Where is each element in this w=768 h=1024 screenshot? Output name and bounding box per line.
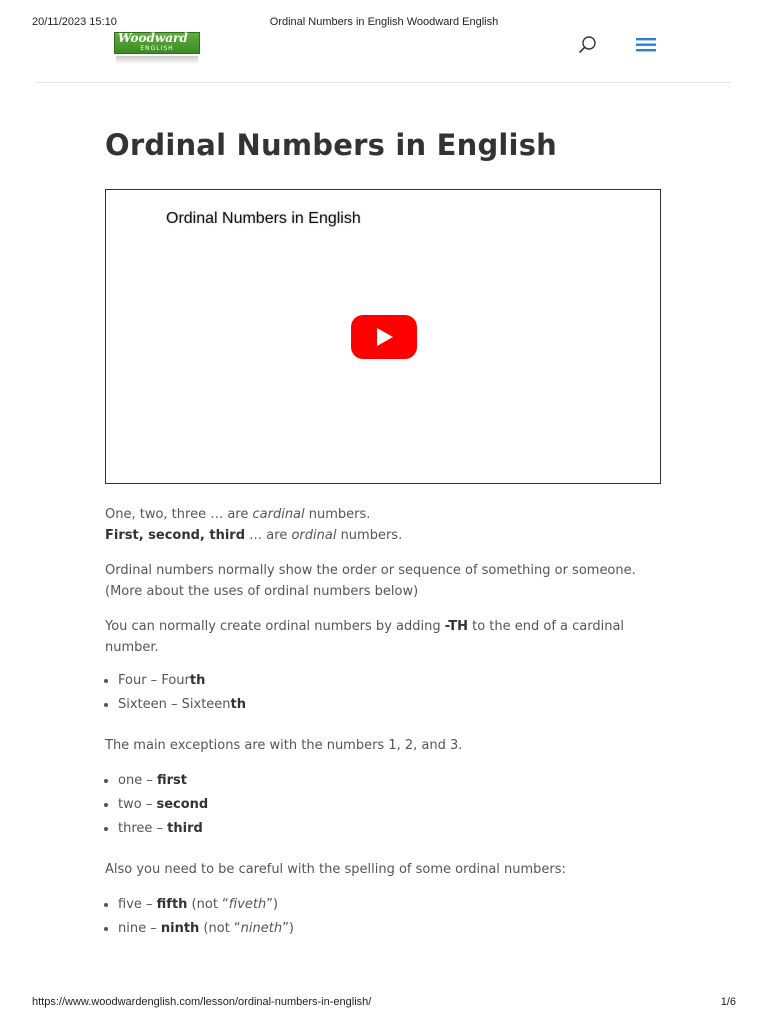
- paragraph-adding-th: You can normally create ordinal numbers by adding -TH to the end of a cardinal number.: [105, 619, 625, 655]
- list-item: • nine – ninth (not “nineth”): [118, 918, 665, 939]
- print-header: [32, 16, 736, 30]
- print-page-number: 1/6: [720, 996, 736, 1008]
- print-footer: [32, 996, 736, 1010]
- list-item: • Sixteen – Sixteenth: [118, 694, 665, 715]
- paragraph-definition-line2: (More about the uses of ordinal numbers below): [105, 584, 419, 599]
- logo-reflection: [116, 56, 198, 64]
- play-icon: [377, 328, 393, 346]
- paragraph-ordinal: First, second, third … are ordinal numbers.: [105, 528, 403, 543]
- list-item: • two – second: [118, 794, 665, 815]
- paragraph-cardinal: One, two, three … are cardinal numbers.: [105, 507, 371, 522]
- logo-subtext: ENGLISH: [140, 45, 174, 52]
- exceptions-list: [105, 770, 665, 839]
- search-icon[interactable]: [578, 35, 598, 55]
- print-document-title: Ordinal Numbers in English Woodward English: [269, 16, 499, 28]
- paragraph-definition-line1: Ordinal numbers normally show the order or sequence of something or someone.: [105, 563, 636, 578]
- page-title: Ordinal Numbers in English: [105, 128, 558, 162]
- spelling-list: [105, 894, 665, 939]
- site-logo[interactable]: [114, 32, 200, 66]
- article-body: [105, 504, 665, 942]
- print-url: https://www.woodwardenglish.com/lesson/ordinal-numbers-in-english/: [32, 996, 372, 1008]
- paragraph-exceptions: The main exceptions are with the numbers 1, 2, and 3.: [105, 738, 463, 753]
- hamburger-menu-icon[interactable]: [636, 36, 658, 54]
- paragraph-spelling: Also you need to be careful with the spelling of some ordinal numbers:: [105, 862, 566, 877]
- video-title[interactable]: Ordinal Numbers in English: [166, 210, 361, 227]
- th-examples-list: [105, 670, 665, 715]
- list-item: • three – third: [118, 818, 665, 839]
- logo-text: Woodward: [118, 31, 188, 45]
- play-button[interactable]: [351, 315, 417, 359]
- video-embed[interactable]: [105, 189, 661, 484]
- list-item: • one – first: [118, 770, 665, 791]
- site-header: [36, 30, 731, 83]
- print-datetime: 20/11/2023 15:10: [32, 16, 117, 28]
- list-item: • Four – Fourth: [118, 670, 665, 691]
- list-item: • five – fifth (not “fiveth”): [118, 894, 665, 915]
